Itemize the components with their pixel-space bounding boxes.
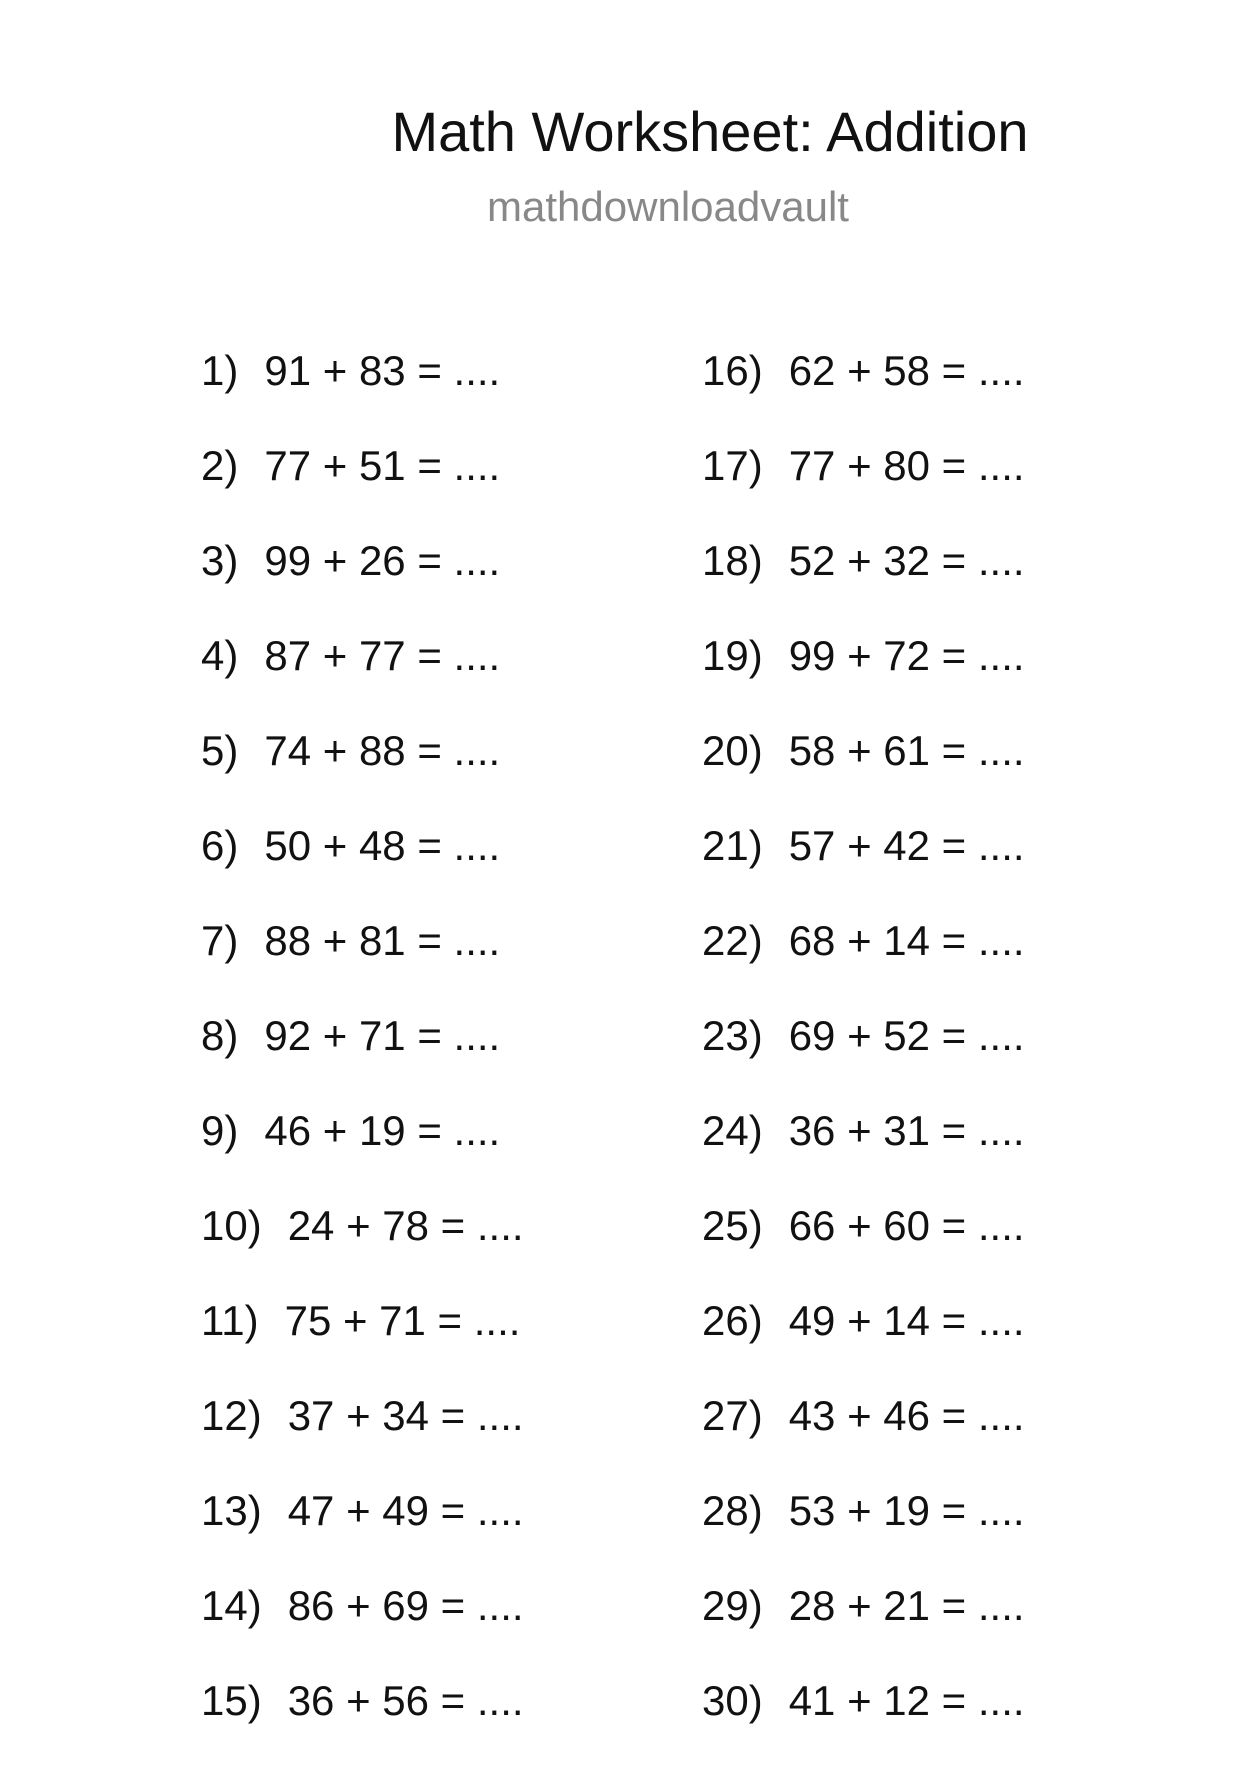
problem-column-left	[201, 347, 524, 1772]
problem-item	[201, 537, 524, 632]
problem-number: 5)	[201, 727, 239, 774]
problem-number: 18)	[702, 537, 763, 584]
problem-item	[201, 1012, 524, 1107]
problem-number: 22)	[702, 917, 763, 964]
problem-item	[702, 537, 1025, 632]
problem-item	[702, 1582, 1025, 1677]
problem-item	[201, 1297, 524, 1392]
problem-item	[702, 1677, 1025, 1772]
problem-expression: 47 + 49 = ....	[287, 1487, 524, 1534]
problem-number: 28)	[702, 1487, 763, 1534]
problem-expression: 75 + 71 = ....	[284, 1297, 521, 1344]
worksheet-subtitle: mathdownloadvault	[487, 183, 849, 230]
problem-expression: 77 + 80 = ....	[788, 442, 1025, 489]
problem-number: 17)	[702, 442, 763, 489]
problem-number: 6)	[201, 822, 239, 869]
problem-number: 15)	[201, 1677, 262, 1724]
problem-expression: 52 + 32 = ....	[788, 537, 1025, 584]
problem-expression: 46 + 19 = ....	[264, 1107, 501, 1154]
problem-expression: 53 + 19 = ....	[788, 1487, 1025, 1534]
problem-item	[201, 1487, 524, 1582]
problem-number: 10)	[201, 1202, 262, 1249]
problem-expression: 92 + 71 = ....	[264, 1012, 501, 1059]
problem-item	[702, 1202, 1025, 1297]
problem-item	[201, 442, 524, 537]
problem-item	[702, 1107, 1025, 1202]
problem-item	[201, 347, 524, 442]
problem-expression: 36 + 56 = ....	[287, 1677, 524, 1724]
problem-number: 1)	[201, 347, 239, 394]
problem-expression: 57 + 42 = ....	[788, 822, 1025, 869]
problem-number: 21)	[702, 822, 763, 869]
problem-expression: 66 + 60 = ....	[788, 1202, 1025, 1249]
problem-item	[201, 917, 524, 1012]
problem-expression: 77 + 51 = ....	[264, 442, 501, 489]
problem-item	[201, 822, 524, 917]
problem-number: 3)	[201, 537, 239, 584]
problem-expression: 91 + 83 = ....	[264, 347, 501, 394]
problem-expression: 86 + 69 = ....	[287, 1582, 524, 1629]
problem-number: 8)	[201, 1012, 239, 1059]
problem-number: 20)	[702, 727, 763, 774]
problem-item	[201, 1582, 524, 1677]
problem-expression: 36 + 31 = ....	[788, 1107, 1025, 1154]
problem-number: 30)	[702, 1677, 763, 1724]
problem-expression: 37 + 34 = ....	[287, 1392, 524, 1439]
problem-number: 29)	[702, 1582, 763, 1629]
problem-expression: 74 + 88 = ....	[264, 727, 501, 774]
problem-expression: 28 + 21 = ....	[788, 1582, 1025, 1629]
problem-number: 27)	[702, 1392, 763, 1439]
worksheet-title: Math Worksheet: Addition	[391, 100, 1029, 163]
problem-number: 9)	[201, 1107, 239, 1154]
problem-item	[702, 347, 1025, 442]
problem-number: 14)	[201, 1582, 262, 1629]
problem-number: 2)	[201, 442, 239, 489]
problem-expression: 68 + 14 = ....	[788, 917, 1025, 964]
problem-item	[702, 1012, 1025, 1107]
problem-expression: 88 + 81 = ....	[264, 917, 501, 964]
problem-column-right	[702, 347, 1025, 1772]
problem-number: 23)	[702, 1012, 763, 1059]
problem-expression: 87 + 77 = ....	[264, 632, 501, 679]
problem-expression: 49 + 14 = ....	[788, 1297, 1025, 1344]
problem-item	[702, 1392, 1025, 1487]
problem-expression: 99 + 72 = ....	[788, 632, 1025, 679]
problem-expression: 41 + 12 = ....	[788, 1677, 1025, 1724]
problem-item	[702, 822, 1025, 917]
problem-item	[201, 1677, 524, 1772]
problem-number: 11)	[201, 1297, 259, 1344]
problem-expression: 24 + 78 = ....	[287, 1202, 524, 1249]
problem-expression: 50 + 48 = ....	[264, 822, 501, 869]
problem-number: 25)	[702, 1202, 763, 1249]
problem-item	[702, 442, 1025, 537]
problem-number: 26)	[702, 1297, 763, 1344]
problem-item	[201, 632, 524, 727]
problem-expression: 43 + 46 = ....	[788, 1392, 1025, 1439]
problem-number: 13)	[201, 1487, 262, 1534]
problem-number: 24)	[702, 1107, 763, 1154]
problem-expression: 58 + 61 = ....	[788, 727, 1025, 774]
problem-expression: 99 + 26 = ....	[264, 537, 501, 584]
problem-item	[702, 632, 1025, 727]
problem-item	[702, 1297, 1025, 1392]
problem-item	[201, 1107, 524, 1202]
problem-item	[201, 1392, 524, 1487]
problem-item	[201, 1202, 524, 1297]
problem-number: 16)	[702, 347, 763, 394]
problem-item	[702, 727, 1025, 822]
problem-item	[201, 727, 524, 822]
problem-item	[702, 917, 1025, 1012]
problem-item	[702, 1487, 1025, 1582]
problem-number: 19)	[702, 632, 763, 679]
problem-expression: 62 + 58 = ....	[788, 347, 1025, 394]
problem-number: 7)	[201, 917, 239, 964]
problem-expression: 69 + 52 = ....	[788, 1012, 1025, 1059]
problem-number: 12)	[201, 1392, 262, 1439]
problem-number: 4)	[201, 632, 239, 679]
